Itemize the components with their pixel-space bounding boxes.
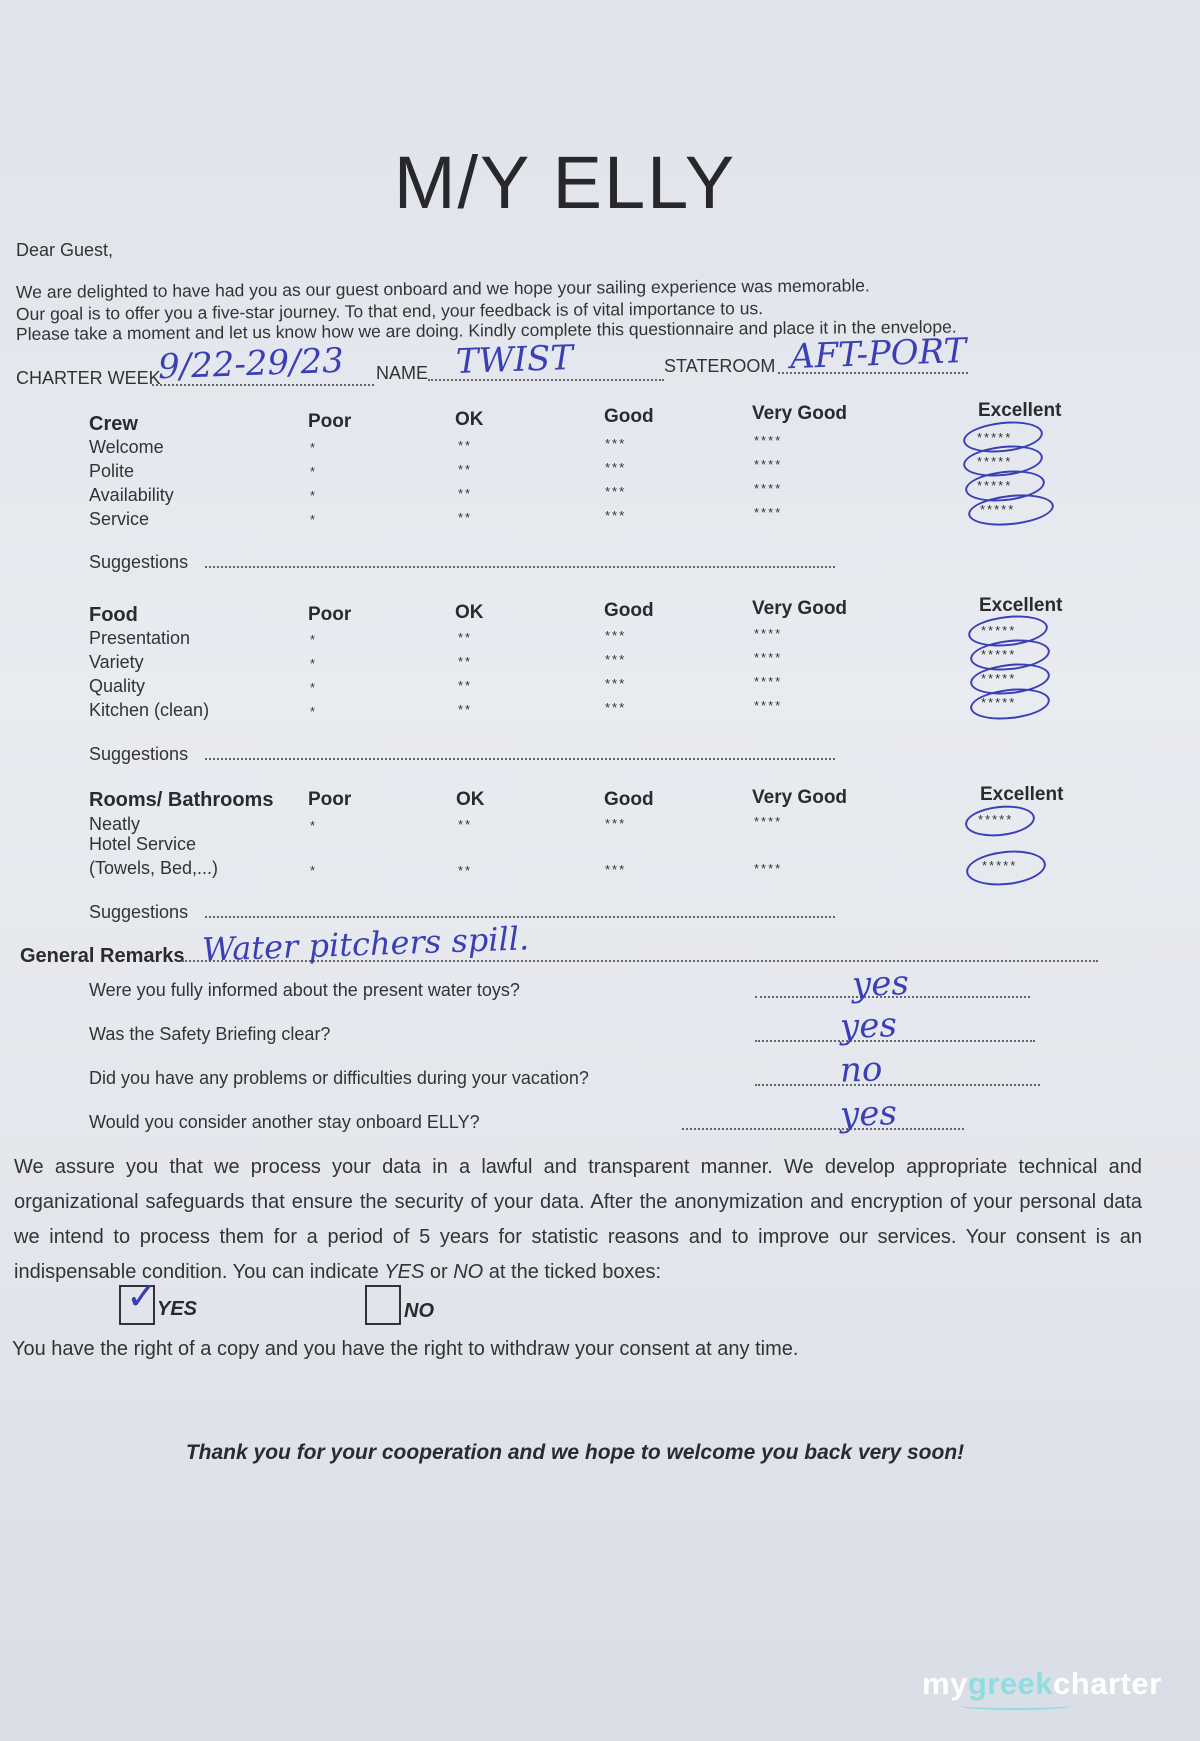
star-poor: * — [310, 464, 318, 479]
suggestions-label: Suggestions — [89, 744, 189, 764]
star-ok: ** — [458, 630, 473, 645]
general-remarks-value: Water pitchers spill. — [201, 919, 530, 969]
star-ok: ** — [458, 510, 473, 525]
star-poor: * — [310, 656, 318, 671]
rating-item: Service — [89, 509, 150, 529]
star-good: *** — [605, 436, 627, 451]
page-title: M/Y ELLY — [393, 141, 737, 224]
rating-item: Availability — [89, 485, 174, 505]
star-excellent: ***** — [981, 671, 1017, 686]
star-good: *** — [605, 508, 627, 523]
star-excellent: ***** — [981, 695, 1017, 710]
rating-item: Quality — [89, 676, 146, 696]
privacy-text-b: at the ticked boxes: — [483, 1261, 662, 1283]
star-excellent: ***** — [977, 454, 1013, 469]
column-header: Poor — [308, 411, 352, 432]
star-good: *** — [605, 484, 627, 499]
star-good: *** — [605, 700, 627, 715]
star-excellent: ***** — [981, 647, 1017, 662]
intro-line-2: Our goal is to offer you a five-star journey. To that end, your feedback is of vital importance to us. — [15, 298, 764, 324]
suggestions-line — [205, 758, 835, 760]
star-good: *** — [605, 628, 627, 643]
general-remarks-label: General Remarks — [20, 945, 185, 967]
logo-part-charter: charter — [1053, 1666, 1162, 1701]
answer-line — [755, 1084, 1040, 1086]
check-mark-icon: ✓ — [126, 1276, 158, 1318]
watermark-logo — [922, 1666, 1162, 1702]
section-category: Rooms/ Bathrooms — [89, 789, 274, 811]
rating-item: Polite — [89, 461, 135, 481]
star-poor: * — [310, 704, 318, 719]
column-header: Excellent — [979, 595, 1063, 616]
star-ok: ** — [458, 863, 473, 878]
suggestions-label: Suggestions — [89, 902, 189, 922]
logo-part-greek: greek — [967, 1666, 1054, 1701]
rating-item: Variety — [89, 652, 144, 672]
column-header: OK — [455, 409, 484, 430]
charter-week-label: CHARTER WEEK — [16, 368, 161, 388]
intro-line-3: Please take a moment and let us know how we are doing. Kindly complete this questionnaire and place it in the envelope. — [15, 316, 957, 344]
privacy-yes-word: YES — [384, 1261, 425, 1283]
answer-value: yes — [839, 1005, 898, 1047]
excellent-circle-mark — [964, 847, 1047, 889]
consent-no-checkbox[interactable] — [365, 1285, 401, 1325]
star-ok: ** — [458, 438, 473, 453]
answer-value: yes — [839, 1093, 898, 1135]
name-label: NAME — [376, 363, 429, 383]
rating-item: Kitchen (clean) — [89, 700, 210, 720]
star-poor: * — [310, 488, 318, 503]
column-header: OK — [455, 602, 484, 623]
name-value: TWIST — [455, 337, 574, 383]
star-good: *** — [605, 652, 627, 667]
star-excellent: ***** — [977, 430, 1013, 445]
star-very-good: **** — [754, 626, 783, 641]
privacy-text-a: We assure you that we process your data in a lawful and transparent manner. We develop appropriate technical and organizational safeguards that ensure the security of your data. After the anonymization and encryption of your personal data we intend to process them for a period of 5 years for statistic reasons and to improve our services. Your consent is an indispensable condition. You can indicate — [14, 1156, 1142, 1283]
column-header: OK — [456, 789, 485, 810]
withdraw-text: You have the right of a copy and you have the right to withdraw your consent at any time. — [12, 1338, 799, 1360]
star-good: *** — [605, 862, 627, 877]
star-ok: ** — [458, 702, 473, 717]
stateroom-label: STATEROOM — [664, 356, 776, 376]
rating-item: Hotel Service — [89, 834, 197, 854]
column-header: Very Good — [752, 787, 848, 808]
privacy-text-or: or — [424, 1261, 454, 1283]
suggestions-line — [205, 566, 835, 568]
column-header: Good — [604, 600, 654, 621]
star-poor: * — [310, 512, 318, 527]
star-ok: ** — [458, 817, 473, 832]
intro-line-1: We are delighted to have had you as our guest onboard and we hope your sailing experience was memorable. — [15, 275, 870, 302]
question-text: Were you fully informed about the present water toys? — [89, 980, 520, 1000]
question-text: Did you have any problems or difficulties during your vacation? — [89, 1068, 589, 1088]
answer-value: no — [839, 1049, 884, 1091]
star-very-good: **** — [754, 698, 783, 713]
column-header: Very Good — [752, 598, 848, 619]
star-very-good: **** — [754, 457, 783, 472]
star-very-good: **** — [754, 674, 783, 689]
section-category: Crew — [89, 413, 138, 435]
section-category: Food — [89, 604, 138, 626]
star-very-good: **** — [754, 861, 783, 876]
column-header: Excellent — [980, 784, 1064, 805]
rating-item: Presentation — [89, 628, 191, 648]
column-header: Excellent — [978, 400, 1062, 421]
star-poor: * — [310, 818, 318, 833]
consent-yes-label: YES — [157, 1298, 198, 1320]
privacy-no-word: NO — [453, 1261, 484, 1283]
excellent-circle-mark — [964, 802, 1037, 839]
star-excellent: ***** — [980, 502, 1016, 517]
rating-item: Neatly — [89, 814, 141, 834]
suggestions-label: Suggestions — [89, 552, 189, 572]
star-good: *** — [605, 816, 627, 831]
star-excellent: ***** — [978, 812, 1014, 827]
privacy-paragraph — [14, 1150, 1142, 1290]
stateroom-value: AFT-PORT — [789, 330, 968, 378]
logo-wave-icon — [960, 1702, 1070, 1710]
column-header: Good — [604, 789, 654, 810]
star-very-good: **** — [754, 814, 783, 829]
star-good: *** — [605, 676, 627, 691]
star-very-good: **** — [754, 505, 783, 520]
thank-you-text: Thank you for your cooperation and we hope to welcome you back very soon! — [185, 1441, 965, 1464]
rating-item: Welcome — [89, 437, 164, 457]
star-excellent: ***** — [981, 623, 1017, 638]
star-very-good: **** — [754, 433, 783, 448]
star-ok: ** — [458, 678, 473, 693]
column-header: Poor — [308, 604, 352, 625]
star-poor: * — [310, 863, 318, 878]
star-poor: * — [310, 680, 318, 695]
star-very-good: **** — [754, 650, 783, 665]
column-header: Very Good — [752, 403, 848, 424]
star-very-good: **** — [754, 481, 783, 496]
rating-item: (Towels, Bed,...) — [89, 858, 219, 878]
star-ok: ** — [458, 486, 473, 501]
column-header: Poor — [308, 789, 352, 810]
star-poor: * — [310, 632, 318, 647]
star-ok: ** — [458, 654, 473, 669]
star-excellent: ***** — [982, 858, 1018, 873]
charter-week-value: 9/22-29/23 — [157, 340, 345, 388]
question-text: Would you consider another stay onboard ELLY? — [89, 1112, 480, 1132]
consent-no-label: NO — [404, 1300, 434, 1322]
logo-part-my: my — [922, 1666, 968, 1701]
star-poor: * — [310, 440, 318, 455]
greeting: Dear Guest, — [16, 240, 114, 260]
star-ok: ** — [458, 462, 473, 477]
answer-line — [682, 1128, 964, 1130]
star-good: *** — [605, 460, 627, 475]
question-text: Was the Safety Briefing clear? — [89, 1024, 331, 1044]
star-excellent: ***** — [977, 478, 1013, 493]
suggestions-line — [205, 916, 835, 918]
column-header: Good — [604, 406, 654, 427]
answer-value: yes — [851, 963, 910, 1005]
